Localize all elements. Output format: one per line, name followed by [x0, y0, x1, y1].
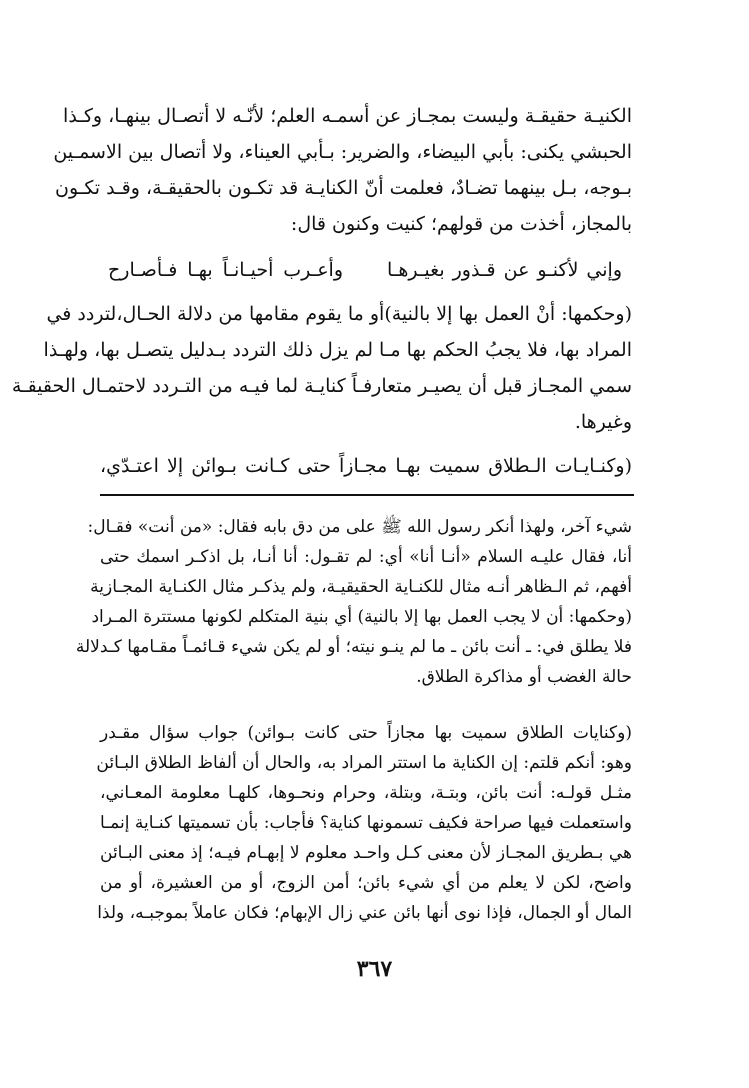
footnote-line: حالة الغضب أو مذاكرة الطلاق. — [416, 667, 632, 687]
text-line: الحبشي يكنى: بأبي البيضاء، والضرير: بـأبي العيناء، ولا أتصال بين الاسمـين — [53, 141, 632, 163]
footnote-line: (وكنايات الطلاق سميت بها مجازاً حتى كانت بـوائن) جواب سؤال مقـدر — [100, 723, 632, 743]
footnote-line: مثـل قولـه: أنت بائن، وبتـة، وبتلة، وحرام ونحـوها، كلهـا معلومة المعـاني، — [100, 783, 632, 803]
footnote-line: واضح، لكن لا يعلم من أي شيء بائن؛ أمن الزوج، أو من العشيرة، أو من — [100, 873, 632, 893]
text-line: بـوجه، بـل بينهما تضـادٌ، فعلمت أنّ الكنايـة قد تكـون بالحقيقـة، وقـد تكـون — [54, 177, 632, 199]
verse-second-hemistich: وأعـرب أحيـانـاً بهـا فـأصـارح — [108, 259, 343, 281]
text-line: (وحكمها: أنْ العمل بها إلا بالنية)أو ما يقوم مقامها من دلالة الحـال،لتردد في — [46, 303, 632, 325]
text-line: الكنيـة حقيقـة وليست بمجـاز عن أسمـه العلم؛ لأنّـه لا أتصـال بينهـا، وكـذا — [63, 105, 632, 127]
footnote-line: شيء آخر، ولهذا أنكر رسول الله ﷺ على من دق بابه فقال: «من أنت» فقـال: — [87, 517, 632, 537]
footnote-line: المال أو الجمال، فإذا نوى أنها بائن عني زال الإبهام؛ فكان عاملاً بموجبـه، ولذا — [97, 903, 632, 923]
footnote-line: وهو: أنكم قلتم: إن الكناية ما استتر المراد به، والحال أن ألفاظ الطلاق البـائن — [96, 753, 632, 773]
main-paragraph-ruling — [11, 296, 632, 440]
text-line: بالمجاز، أخذت من قولهم؛ كنيت وكنون قال: — [290, 213, 632, 235]
footnote-line: واستعملت فيها صراحة فكيف تسمونها كناية؟ فأجاب: بأن تسميتها كنـاية إنمـا — [100, 813, 632, 833]
footnote-separator — [100, 494, 634, 496]
footnote-line: أفهم، ثم الـظاهر أنـه مثال للكنـاية الحقيقيـة، ولم يذكـر مثال الكنـاية المجـازية — [90, 577, 632, 597]
verse-first-hemistich: وإني لأكنـو عن قـذور بغيـرهـا — [387, 259, 622, 281]
main-paragraph-intro — [53, 98, 632, 242]
text-line: سمي المجـاز قبل أن يصيـر متعارفـاً كنايـة لما فيـه من التـردد لاحتمـال الحقيقـة — [11, 375, 632, 397]
footnote-paragraph-1 — [75, 512, 632, 692]
page-number: ٣٦٧ — [356, 956, 393, 982]
footnote-line: هي بـطريق المجـاز لأن معنى كـل واحـد معلوم لا إبهـام فيـه؛ إذ معنى البـائن — [100, 843, 632, 863]
footnote-line: فلا يطلق في: ـ أنت بائن ـ ما لم ينـو نيته؛ أو لم يكن شيء قـائمـاً مقـامها كـدلالة — [75, 637, 632, 657]
footnote-paragraph-2 — [96, 718, 632, 928]
footnote-line: (وحكمها: أن لا يجب العمل بها إلا بالنية) أي بنية المتكلم لكونها مستترة المـراد — [91, 607, 632, 627]
poetry-verse — [100, 250, 632, 290]
main-quote-line: (وكنـايـات الـطلاق سميت بهـا مجـازاً حتى كـانت بـوائن إلا اعتـدّي، — [100, 455, 632, 477]
text-line: المراد بها، فلا يجبُ الحكم بها مـا لم يزل ذلك التردد بـدليل يتصـل بها، ولهـذا — [43, 339, 632, 361]
footnote-line: أنا، فقال عليـه السلام «أنـا أنا» أي: لم تقـول: أنا أنـا، بل اذكـر اسمك حتى — [100, 547, 632, 567]
text-line: وغيرها. — [574, 411, 632, 433]
